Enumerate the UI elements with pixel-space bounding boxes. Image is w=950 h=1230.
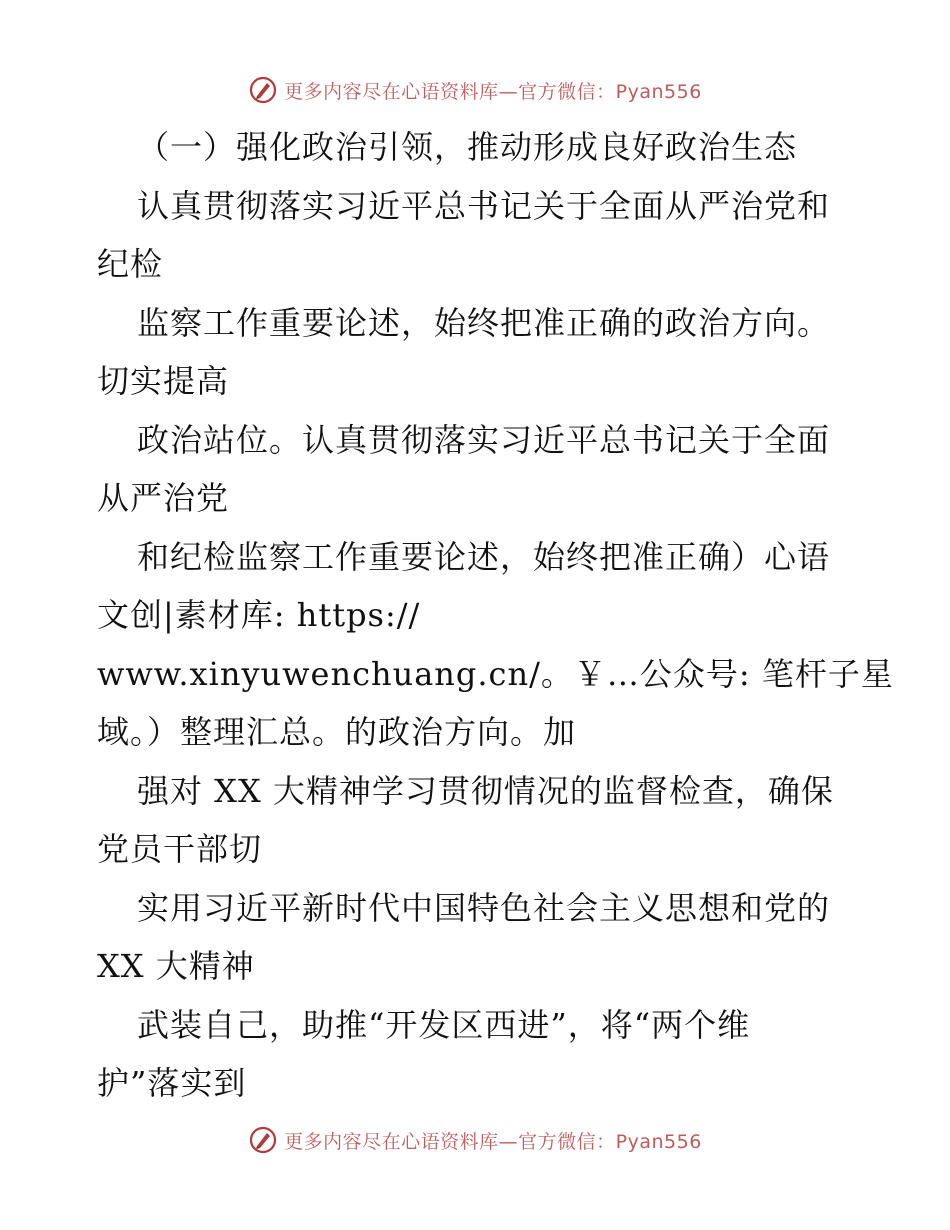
header-banner xyxy=(0,70,950,110)
paragraph-line: 监察工作重要论述，始终把准正确的政治方向。 xyxy=(137,303,831,342)
paragraph-line: 和纪检监察工作重要论述，始终把准正确）心语 xyxy=(137,537,831,576)
pen-circle-logo-icon xyxy=(248,75,278,105)
paragraph-line: 文创|素材库: https:// xyxy=(97,596,421,634)
paragraph-line: 党员干部切 xyxy=(97,830,263,868)
paragraph-line: 纪检 xyxy=(97,245,164,283)
pen-circle-logo-icon xyxy=(248,1125,278,1155)
paragraph-line: 武装自己，助推“开发区西进”，将“两个维 xyxy=(137,1005,751,1044)
paragraph-line: 政治站位。认真贯彻落实习近平总书记关于全面 xyxy=(137,420,831,459)
footer-banner-text: 更多内容尽在心语资料库—官方微信：Pyan556 xyxy=(284,1130,702,1153)
footer-banner xyxy=(0,1120,950,1160)
paragraph-line: 域。）整理汇总。的政治方向。加 xyxy=(97,713,577,751)
header-banner-text: 更多内容尽在心语资料库—官方微信：Pyan556 xyxy=(284,80,702,103)
paragraph-line: 认真贯彻落实习近平总书记关于全面从严治党和 xyxy=(137,186,831,225)
document-body xyxy=(97,118,894,1113)
paragraph-line: 实用习近平新时代中国特色社会主义思想和党的 xyxy=(137,888,831,927)
paragraph-line: XX 大精神 xyxy=(97,947,255,985)
paragraph-line: 切实提高 xyxy=(97,362,230,400)
paragraph-line: 强对 XX 大精神学习贯彻情况的监督检查，确保 xyxy=(137,771,834,810)
paragraph-line: www.xinyuwenchuang.cn/。￥…公众号: 笔杆子星 xyxy=(97,654,894,693)
paragraph-line: 从严治党 xyxy=(97,479,230,517)
section-heading: （一）强化政治引领，推动形成良好政治生态 xyxy=(137,128,798,166)
paragraph-line: 护”落实到 xyxy=(97,1064,247,1102)
